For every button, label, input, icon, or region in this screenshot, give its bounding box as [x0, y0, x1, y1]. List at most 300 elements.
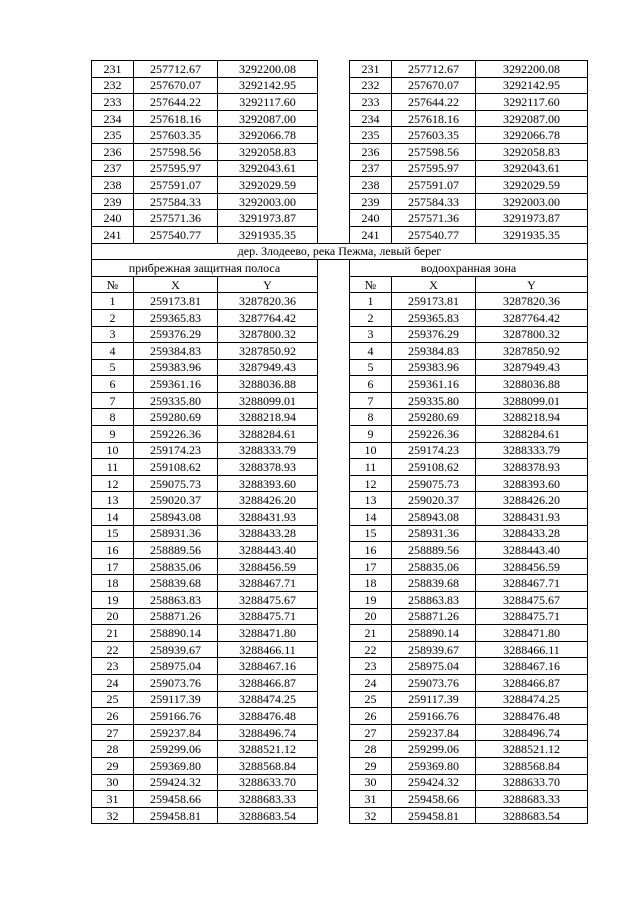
right-point-number: 26 — [350, 708, 392, 725]
left-point-number: 13 — [92, 492, 134, 509]
right-x-coordinate: 257618.16 — [392, 110, 476, 127]
table-row — [92, 293, 588, 310]
right-point-number: 23 — [350, 658, 392, 675]
right-y-coordinate: 3292117.60 — [476, 94, 588, 111]
gap-cell — [318, 807, 350, 824]
right-x-coordinate: 259117.39 — [392, 691, 476, 708]
left-y-coordinate: 3288474.25 — [218, 691, 318, 708]
table-row — [92, 160, 588, 177]
right-x-coordinate: 259280.69 — [392, 409, 476, 426]
left-y-coordinate: 3288099.01 — [218, 392, 318, 409]
right-x-coordinate: 259424.32 — [392, 774, 476, 791]
table-row — [92, 177, 588, 194]
right-point-number: 32 — [350, 807, 392, 824]
gap-cell — [318, 724, 350, 741]
gap-cell — [318, 94, 350, 111]
right-y-coordinate: 3288496.74 — [476, 724, 588, 741]
left-point-number: 240 — [92, 210, 134, 227]
right-point-number: 232 — [350, 77, 392, 94]
left-point-number: 237 — [92, 160, 134, 177]
left-x-coordinate: 257540.77 — [134, 226, 218, 243]
left-point-number: 236 — [92, 143, 134, 160]
left-y-coordinate: 3288378.93 — [218, 459, 318, 476]
table-row — [92, 757, 588, 774]
right-y-coordinate: 3291935.35 — [476, 226, 588, 243]
right-y-coordinate: 3288521.12 — [476, 741, 588, 758]
left-point-number: 28 — [92, 741, 134, 758]
right-point-number: 30 — [350, 774, 392, 791]
right-point-number: 11 — [350, 459, 392, 476]
right-point-number: 14 — [350, 509, 392, 526]
right-x-coordinate: 257540.77 — [392, 226, 476, 243]
left-point-number: 238 — [92, 177, 134, 194]
table-row — [92, 492, 588, 509]
right-x-coordinate: 257644.22 — [392, 94, 476, 111]
right-x-coordinate: 257670.07 — [392, 77, 476, 94]
left-y-coordinate: 3288426.20 — [218, 492, 318, 509]
right-point-number: 9 — [350, 426, 392, 443]
gap-cell — [318, 475, 350, 492]
right-y-coordinate: 3287949.43 — [476, 359, 588, 376]
left-x-coordinate: 258943.08 — [134, 509, 218, 526]
right-x-coordinate: 259020.37 — [392, 492, 476, 509]
left-x-coordinate: 257571.36 — [134, 210, 218, 227]
left-y-coordinate: 3291973.87 — [218, 210, 318, 227]
left-x-coordinate: 257598.56 — [134, 143, 218, 160]
right-x-coordinate: 258931.36 — [392, 525, 476, 542]
right-point-number: 29 — [350, 757, 392, 774]
column-headers-row — [92, 276, 588, 293]
right-y-coordinate: 3287820.36 — [476, 293, 588, 310]
left-y-coordinate: 3288568.84 — [218, 757, 318, 774]
left-point-number: 7 — [92, 392, 134, 409]
right-x-coordinate: 257571.36 — [392, 210, 476, 227]
gap-cell — [318, 741, 350, 758]
left-x-coordinate: 259075.73 — [134, 475, 218, 492]
left-point-number: 32 — [92, 807, 134, 824]
left-y-coordinate: 3288471.80 — [218, 625, 318, 642]
gap-cell — [318, 309, 350, 326]
left-point-number: 231 — [92, 61, 134, 78]
gap-cell — [318, 459, 350, 476]
right-x-coordinate: 258871.26 — [392, 608, 476, 625]
left-x-coordinate: 259458.81 — [134, 807, 218, 824]
left-point-number: 234 — [92, 110, 134, 127]
right-x-coordinate: 258835.06 — [392, 558, 476, 575]
right-y-coordinate: 3288466.87 — [476, 674, 588, 691]
gap-cell — [318, 177, 350, 194]
left-point-number: 2 — [92, 309, 134, 326]
top-rows — [92, 61, 588, 244]
gap-cell — [318, 492, 350, 509]
left-point-number: 15 — [92, 525, 134, 542]
section-title: дер. Злодеево, река Пежма, левый берег — [92, 243, 588, 260]
right-point-number: 16 — [350, 542, 392, 559]
right-x-coordinate: 257603.35 — [392, 127, 476, 144]
gap-cell — [318, 558, 350, 575]
left-x-coordinate: 258835.06 — [134, 558, 218, 575]
left-point-number: 31 — [92, 791, 134, 808]
left-point-number: 19 — [92, 592, 134, 609]
right-x-coordinate: 259383.96 — [392, 359, 476, 376]
gap-cell — [318, 226, 350, 243]
table-row — [92, 127, 588, 144]
gap-cell — [318, 426, 350, 443]
left-x-coordinate: 259299.06 — [134, 741, 218, 758]
gap-cell — [318, 326, 350, 343]
left-x-coordinate: 259173.81 — [134, 293, 218, 310]
left-y-coordinate: 3288393.60 — [218, 475, 318, 492]
gap-cell — [318, 608, 350, 625]
right-y-coordinate: 3292003.00 — [476, 193, 588, 210]
left-y-coordinate: 3288633.70 — [218, 774, 318, 791]
section-title-row — [92, 243, 588, 260]
table-row — [92, 724, 588, 741]
right-x-coordinate: 257595.97 — [392, 160, 476, 177]
left-x-coordinate: 259361.16 — [134, 376, 218, 393]
left-point-number: 23 — [92, 658, 134, 675]
right-x-coordinate: 258939.67 — [392, 641, 476, 658]
right-point-number: 1 — [350, 293, 392, 310]
left-y-coordinate: 3288475.67 — [218, 592, 318, 609]
table-row — [92, 376, 588, 393]
right-x-coordinate: 259384.83 — [392, 343, 476, 360]
table-row — [92, 708, 588, 725]
right-point-number: 238 — [350, 177, 392, 194]
left-point-number: 22 — [92, 641, 134, 658]
gap-cell — [318, 276, 350, 293]
left-x-coordinate: 257618.16 — [134, 110, 218, 127]
gap-cell — [318, 575, 350, 592]
left-x-coordinate: 258871.26 — [134, 608, 218, 625]
table-row — [92, 509, 588, 526]
table-row — [92, 558, 588, 575]
left-point-number: 232 — [92, 77, 134, 94]
left-header-x: X — [134, 276, 218, 293]
left-x-coordinate: 258863.83 — [134, 592, 218, 609]
right-point-number: 3 — [350, 326, 392, 343]
right-x-coordinate: 258839.68 — [392, 575, 476, 592]
left-point-number: 233 — [92, 94, 134, 111]
left-y-coordinate: 3288466.11 — [218, 641, 318, 658]
table-row — [92, 409, 588, 426]
right-x-coordinate: 257584.33 — [392, 193, 476, 210]
gap-cell — [318, 791, 350, 808]
right-y-coordinate: 3288467.16 — [476, 658, 588, 675]
right-x-coordinate: 257712.67 — [392, 61, 476, 78]
table-row — [92, 426, 588, 443]
right-point-number: 15 — [350, 525, 392, 542]
table-row — [92, 94, 588, 111]
gap-cell — [318, 193, 350, 210]
left-x-coordinate: 257591.07 — [134, 177, 218, 194]
table-row — [92, 459, 588, 476]
table-row — [92, 658, 588, 675]
right-y-coordinate: 3288431.93 — [476, 509, 588, 526]
right-zone-title: водоохранная зона — [350, 260, 588, 277]
right-y-coordinate: 3292087.00 — [476, 110, 588, 127]
table-row — [92, 392, 588, 409]
left-y-coordinate: 3288683.54 — [218, 807, 318, 824]
left-point-number: 239 — [92, 193, 134, 210]
left-x-coordinate: 259226.36 — [134, 426, 218, 443]
left-point-number: 6 — [92, 376, 134, 393]
right-y-coordinate: 3288467.71 — [476, 575, 588, 592]
left-y-coordinate: 3288467.16 — [218, 658, 318, 675]
right-x-coordinate: 259075.73 — [392, 475, 476, 492]
right-y-coordinate: 3288284.61 — [476, 426, 588, 443]
gap-cell — [318, 376, 350, 393]
table-row — [92, 741, 588, 758]
right-y-coordinate: 3288099.01 — [476, 392, 588, 409]
left-x-coordinate: 257670.07 — [134, 77, 218, 94]
left-point-number: 25 — [92, 691, 134, 708]
left-x-coordinate: 257644.22 — [134, 94, 218, 111]
right-point-number: 10 — [350, 442, 392, 459]
right-y-coordinate: 3292200.08 — [476, 61, 588, 78]
table-row — [92, 326, 588, 343]
right-x-coordinate: 259226.36 — [392, 426, 476, 443]
right-point-number: 237 — [350, 160, 392, 177]
right-y-coordinate: 3288393.60 — [476, 475, 588, 492]
right-header-y: Y — [476, 276, 588, 293]
right-x-coordinate: 259458.81 — [392, 807, 476, 824]
table-row — [92, 674, 588, 691]
right-x-coordinate: 259174.23 — [392, 442, 476, 459]
left-zone-title: прибрежная защитная полоса — [92, 260, 318, 277]
left-point-number: 26 — [92, 708, 134, 725]
right-header-x: X — [392, 276, 476, 293]
right-y-coordinate: 3287800.32 — [476, 326, 588, 343]
left-y-coordinate: 3292029.59 — [218, 177, 318, 194]
right-x-coordinate: 259376.29 — [392, 326, 476, 343]
right-y-coordinate: 3288683.54 — [476, 807, 588, 824]
right-x-coordinate: 258890.14 — [392, 625, 476, 642]
zone-titles-row — [92, 260, 588, 277]
right-y-coordinate: 3287850.92 — [476, 343, 588, 360]
gap-cell — [318, 442, 350, 459]
right-y-coordinate: 3287764.42 — [476, 309, 588, 326]
gap-cell — [318, 293, 350, 310]
left-point-number: 10 — [92, 442, 134, 459]
gap-cell — [318, 343, 350, 360]
right-point-number: 22 — [350, 641, 392, 658]
left-y-coordinate: 3288431.93 — [218, 509, 318, 526]
left-point-number: 29 — [92, 757, 134, 774]
left-point-number: 235 — [92, 127, 134, 144]
left-y-coordinate: 3288521.12 — [218, 741, 318, 758]
left-point-number: 17 — [92, 558, 134, 575]
right-x-coordinate: 259173.81 — [392, 293, 476, 310]
left-x-coordinate: 257595.97 — [134, 160, 218, 177]
left-y-coordinate: 3288466.87 — [218, 674, 318, 691]
left-point-number: 12 — [92, 475, 134, 492]
left-point-number: 1 — [92, 293, 134, 310]
right-x-coordinate: 257591.07 — [392, 177, 476, 194]
left-point-number: 24 — [92, 674, 134, 691]
gap-cell — [318, 625, 350, 642]
table-row — [92, 359, 588, 376]
left-x-coordinate: 259280.69 — [134, 409, 218, 426]
table-row — [92, 691, 588, 708]
table-row — [92, 807, 588, 824]
left-x-coordinate: 258889.56 — [134, 542, 218, 559]
left-x-coordinate: 258931.36 — [134, 525, 218, 542]
right-point-number: 6 — [350, 376, 392, 393]
right-x-coordinate: 258889.56 — [392, 542, 476, 559]
left-y-coordinate: 3292087.00 — [218, 110, 318, 127]
right-point-number: 19 — [350, 592, 392, 609]
table-row — [92, 193, 588, 210]
right-point-number: 18 — [350, 575, 392, 592]
gap-cell — [318, 592, 350, 609]
right-y-coordinate: 3291973.87 — [476, 210, 588, 227]
left-y-coordinate: 3292066.78 — [218, 127, 318, 144]
left-point-number: 8 — [92, 409, 134, 426]
left-y-coordinate: 3288036.88 — [218, 376, 318, 393]
right-x-coordinate: 257598.56 — [392, 143, 476, 160]
left-y-coordinate: 3292058.83 — [218, 143, 318, 160]
left-x-coordinate: 259073.76 — [134, 674, 218, 691]
table-row — [92, 110, 588, 127]
gap-cell — [318, 542, 350, 559]
left-point-number: 18 — [92, 575, 134, 592]
table-row — [92, 442, 588, 459]
left-point-number: 16 — [92, 542, 134, 559]
gap-cell — [318, 658, 350, 675]
left-header-number: № — [92, 276, 134, 293]
right-point-number: 7 — [350, 392, 392, 409]
right-point-number: 31 — [350, 791, 392, 808]
right-y-coordinate: 3288474.25 — [476, 691, 588, 708]
left-x-coordinate: 259237.84 — [134, 724, 218, 741]
left-point-number: 30 — [92, 774, 134, 791]
left-y-coordinate: 3287820.36 — [218, 293, 318, 310]
right-x-coordinate: 259299.06 — [392, 741, 476, 758]
gap-cell — [318, 359, 350, 376]
right-y-coordinate: 3288466.11 — [476, 641, 588, 658]
right-y-coordinate: 3288456.59 — [476, 558, 588, 575]
left-x-coordinate: 259020.37 — [134, 492, 218, 509]
right-x-coordinate: 259073.76 — [392, 674, 476, 691]
right-x-coordinate: 259361.16 — [392, 376, 476, 393]
left-x-coordinate: 258975.04 — [134, 658, 218, 675]
left-point-number: 20 — [92, 608, 134, 625]
left-x-coordinate: 259424.32 — [134, 774, 218, 791]
left-x-coordinate: 259376.29 — [134, 326, 218, 343]
right-y-coordinate: 3288426.20 — [476, 492, 588, 509]
right-point-number: 239 — [350, 193, 392, 210]
gap-cell — [318, 757, 350, 774]
right-y-coordinate: 3288633.70 — [476, 774, 588, 791]
right-x-coordinate: 259237.84 — [392, 724, 476, 741]
left-y-coordinate: 3291935.35 — [218, 226, 318, 243]
left-y-coordinate: 3288496.74 — [218, 724, 318, 741]
right-point-number: 234 — [350, 110, 392, 127]
gap-cell — [318, 509, 350, 526]
left-x-coordinate: 259335.80 — [134, 392, 218, 409]
table-row — [92, 641, 588, 658]
left-x-coordinate: 258839.68 — [134, 575, 218, 592]
right-point-number: 27 — [350, 724, 392, 741]
table-row — [92, 525, 588, 542]
table-row — [92, 575, 588, 592]
right-point-number: 13 — [350, 492, 392, 509]
table-row — [92, 143, 588, 160]
gap-cell — [318, 61, 350, 78]
left-point-number: 241 — [92, 226, 134, 243]
table-row — [92, 625, 588, 642]
left-x-coordinate: 257584.33 — [134, 193, 218, 210]
gap-cell — [318, 525, 350, 542]
right-y-coordinate: 3292142.95 — [476, 77, 588, 94]
left-x-coordinate: 259117.39 — [134, 691, 218, 708]
left-x-coordinate: 257603.35 — [134, 127, 218, 144]
right-y-coordinate: 3288471.80 — [476, 625, 588, 642]
left-point-number: 9 — [92, 426, 134, 443]
left-y-coordinate: 3287949.43 — [218, 359, 318, 376]
right-x-coordinate: 259335.80 — [392, 392, 476, 409]
right-x-coordinate: 258975.04 — [392, 658, 476, 675]
table-row — [92, 210, 588, 227]
right-x-coordinate: 259458.66 — [392, 791, 476, 808]
right-y-coordinate: 3288218.94 — [476, 409, 588, 426]
gap-cell — [318, 674, 350, 691]
right-y-coordinate: 3288475.67 — [476, 592, 588, 609]
left-x-coordinate: 259369.80 — [134, 757, 218, 774]
table-row — [92, 592, 588, 609]
left-x-coordinate: 259383.96 — [134, 359, 218, 376]
right-point-number: 2 — [350, 309, 392, 326]
right-y-coordinate: 3288036.88 — [476, 376, 588, 393]
right-point-number: 20 — [350, 608, 392, 625]
right-point-number: 233 — [350, 94, 392, 111]
right-header-number: № — [350, 276, 392, 293]
left-y-coordinate: 3288456.59 — [218, 558, 318, 575]
right-y-coordinate: 3292043.61 — [476, 160, 588, 177]
left-x-coordinate: 259384.83 — [134, 343, 218, 360]
gap-cell — [318, 691, 350, 708]
gap-cell — [318, 210, 350, 227]
table-row — [92, 608, 588, 625]
right-y-coordinate: 3292029.59 — [476, 177, 588, 194]
right-y-coordinate: 3292066.78 — [476, 127, 588, 144]
gap-cell — [318, 774, 350, 791]
left-y-coordinate: 3292200.08 — [218, 61, 318, 78]
right-point-number: 25 — [350, 691, 392, 708]
gap-cell — [318, 260, 350, 277]
right-point-number: 236 — [350, 143, 392, 160]
right-point-number: 17 — [350, 558, 392, 575]
table-row — [92, 791, 588, 808]
table-row — [92, 774, 588, 791]
left-y-coordinate: 3288333.79 — [218, 442, 318, 459]
left-y-coordinate: 3292043.61 — [218, 160, 318, 177]
left-y-coordinate: 3292003.00 — [218, 193, 318, 210]
right-y-coordinate: 3288475.71 — [476, 608, 588, 625]
left-point-number: 3 — [92, 326, 134, 343]
gap-cell — [318, 127, 350, 144]
table-row — [92, 475, 588, 492]
table-row — [92, 77, 588, 94]
left-y-coordinate: 3288475.71 — [218, 608, 318, 625]
right-point-number: 240 — [350, 210, 392, 227]
section-header — [92, 243, 588, 293]
right-y-coordinate: 3292058.83 — [476, 143, 588, 160]
left-y-coordinate: 3288467.71 — [218, 575, 318, 592]
table-row — [92, 542, 588, 559]
right-y-coordinate: 3288568.84 — [476, 757, 588, 774]
